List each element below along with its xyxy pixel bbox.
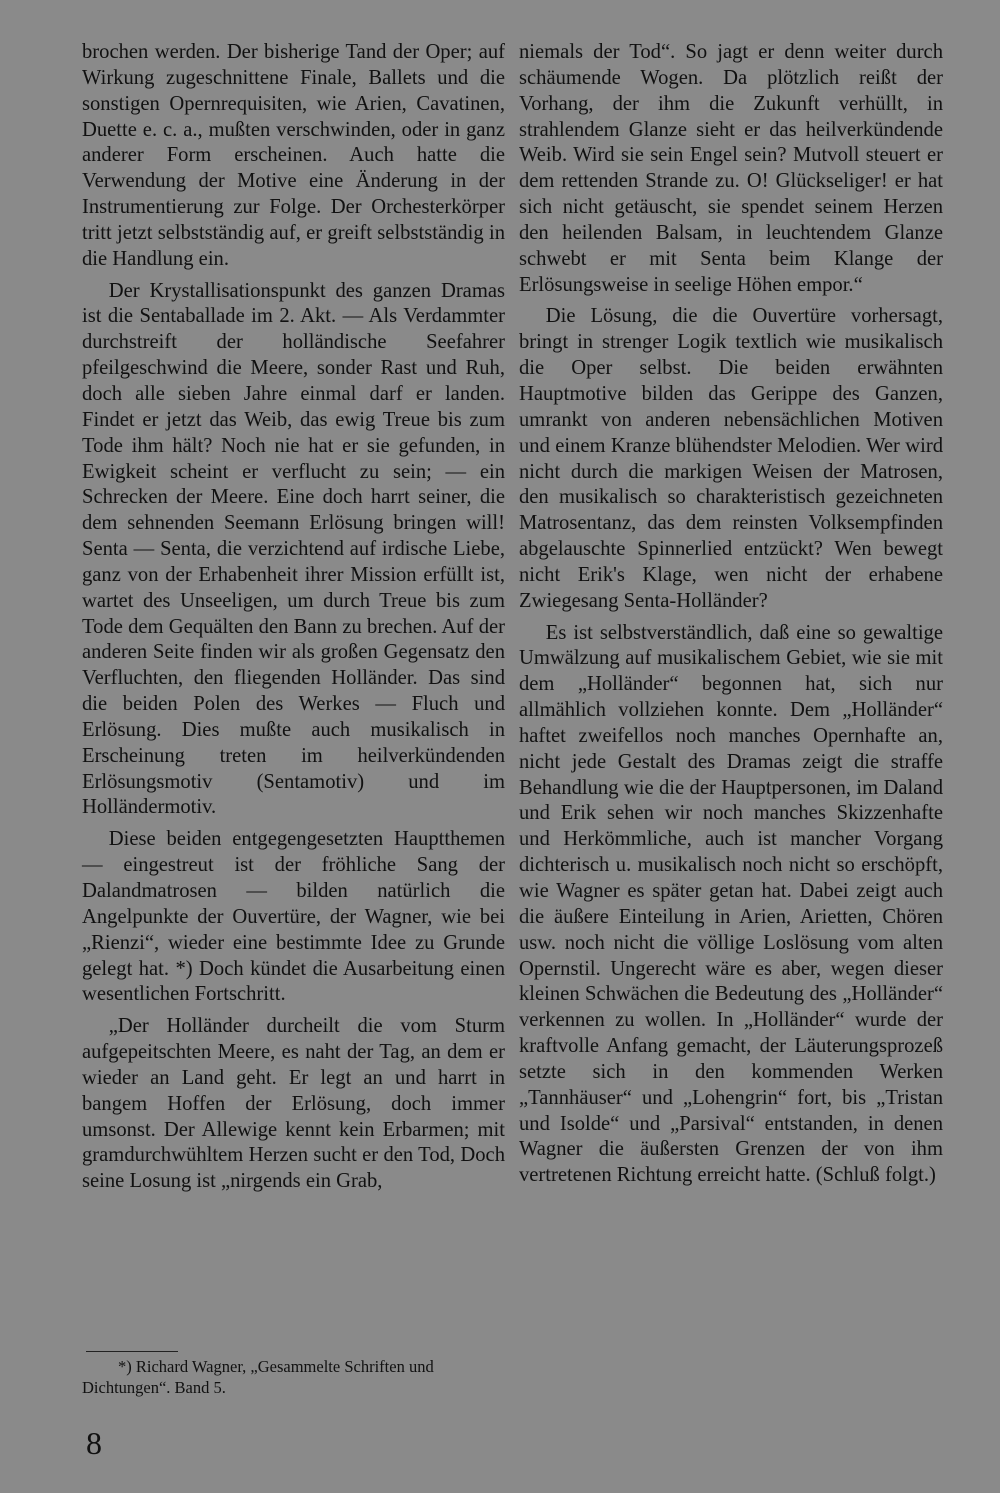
footnote-marker: *) xyxy=(118,1357,132,1376)
paragraph: „Der Holländer durcheilt die vom Sturm aufgepeitschten Meere, es naht der Tag, an dem er wieder an Land geht. Er legt an und harrt in bangem Hoffen der Erlösung, doch immer umsonst. Der Allewige kennt kein Erbarmen; mit gramdurchwühltem Herzen sucht er den Tod, Doch seine Losung ist „nirgends ein Grab, xyxy=(82,1015,505,1193)
right-column xyxy=(519,40,943,1189)
paragraph: niemals der Tod“. So jagt er denn weiter durch schäumende Wogen. Da plötzlich reißt der Vorhang, der ihm die Zukunft verhüllt, in strahlendem Glanze sieht er das heilverkündende Weib. Wird sie sein Engel sein? Mutvoll steuert er dem rettenden Strande zu. O! Glückseliger! er hat sich nicht getäuscht, sie spendet seinem Herzen den heilenden Balsam, in leuchtendem Glanze schwebt er mit Senta beim Klange der Erlösungsweise in seelige Höhen empor.“ xyxy=(519,41,943,296)
left-column xyxy=(82,40,505,1195)
paragraph: Die Lösung, die die Ouvertüre vorhersagt, bringt in strenger Logik textlich wie musikalisch die Oper selbst. Die beiden erwähnten Hauptmotive bilden das Gerippe des Ganzen, umrankt von anderen nebensächlichen Motiven und einem Kranze blühendster Melodien. Wer wird nicht durch die markigen Weisen der Matrosen, den musikalisch so charakteristisch gezeichneten Matrosentanz, das dem reinsten Volksempfinden abgelauschte Spinnerlied entzückt? Wen bewegt nicht Erik's Klage, wen nicht der erhabene Zwiegesang Senta-Holländer? xyxy=(519,305,943,612)
footnote-text: Richard Wagner, „Gesammelte Schriften und Dichtungen“. Band 5. xyxy=(82,1357,434,1397)
paragraph: Der Krystallisationspunkt des ganzen Dramas ist die Sentaballade im 2. Akt. — Als Verdammter durchstreift der holländische Seefahrer pfeilgeschwind die Meere, sonder Rast und Ruh, doch alle sieben Jahre einmal darf er landen. Findet er jetzt das Weib, das ewig Treue bis zum Tode ihm hält? Noch nie hat er sie gefunden, in Ewigkeit scheint er verflucht zu sein; — ein Schrecken der Meere. Eine doch harrt seiner, die dem sehnenden Seemann Erlösung bringen will! Senta — Senta, die verzichtend auf irdische Liebe, ganz von der Erhabenheit ihrer Mission erfüllt ist, wartet des Unseeligen, um durch Treue bis zum Tode dem Gequälten den Bann zu brechen. Auf der anderen Seite finden wir als großen Gegensatz den Verfluchten, den fliegenden Holländer. Das sind die beiden Polen des Werkes — Fluch und Erlösung. Dies mußte auch musikalisch in Erscheinung treten im heilverkündenden Erlösungsmotiv (Sentamotiv) und im Holländermotiv. xyxy=(82,279,505,819)
footnote-separator xyxy=(86,1351,178,1352)
footnote xyxy=(82,1356,508,1398)
paragraph: Es ist selbstverständlich, daß eine so gewaltige Umwälzung auf musikalischem Gebiet, wie sie mit dem „Holländer“ begonnen hat, sich nur allmählich vollziehen konnte. Dem „Holländer“ haftet zweifellos noch manches Opernhafte an, nicht jede Gestalt des Dramas zeigt die straffe Behandlung wie die der Hauptpersonen, im Daland und Erik sehen wir noch manches Skizzenhafte und Herkömmliche, auch ist mancher Vorgang dichterisch u. musikalisch noch nicht so erschöpft, wie Wagner es später getan hat. Dabei zeigt auch die äußere Einteilung in Arien, Arietten, Chören usw. noch nicht die völlige Loslösung vom alten Opernstil. Ungerecht wäre es aber, wegen dieser kleinen Schwächen die Bedeutung des „Holländer“ verkennen zu wollen. In „Holländer“ wurde der kraftvolle Anfang gemacht, der Läuterungsprozeß setzte sich in den kommenden Werken „Tannhäuser“ und „Lohengrin“ fort, bis „Tristan und Isolde“ und „Parsival“ entstanden, in denen Wagner die äußersten Grenzen der von ihm vertretenen Richtung erreicht hatte. (Schluß folgt.) xyxy=(519,621,943,1187)
paragraph: Diese beiden entgegengesetzten Hauptthemen — eingestreut ist der fröhliche Sang der Dalandmatrosen — bilden natürlich die Angelpunkte der Ouvertüre, der Wagner, wie bei „Rienzi“, wieder eine bestimmte Idee zu Grunde gelegt hat. *) Doch kündet die Ausarbeitung einen wesentlichen Fortschritt. xyxy=(82,828,505,1006)
page-number: 8 xyxy=(86,1425,102,1461)
paragraph: brochen werden. Der bisherige Tand der Oper; auf Wirkung zugeschnittene Finale, Ballets und die sonstigen Opernrequisiten, wie Arien, Cavatinen, Duette e. c. a., mußten verschwinden, oder in ganz anderer Form erscheinen. Auch hatte die Verwendung der Motive eine Änderung in der Instrumentierung zur Folge. Der Orchesterkörper tritt jetzt selbstständig auf, er greift selbstständig in die Handlung ein. xyxy=(82,41,505,270)
